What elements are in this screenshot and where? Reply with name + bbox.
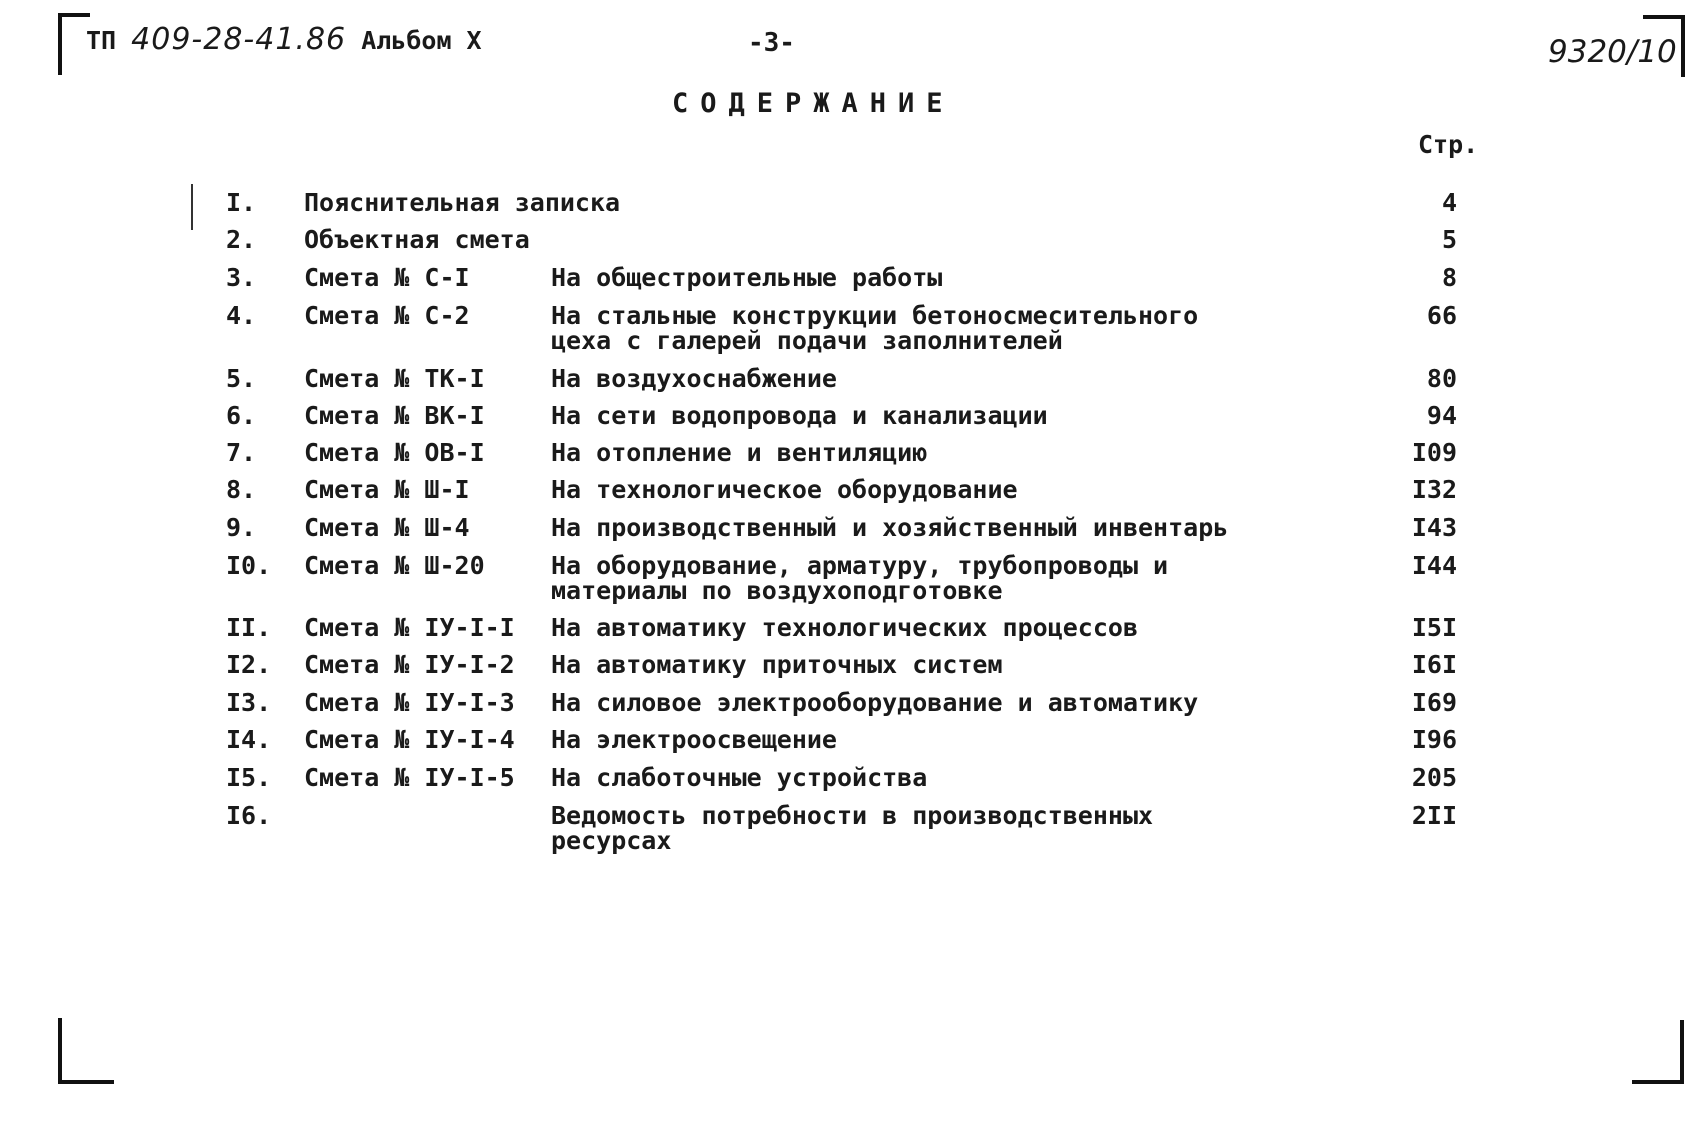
toc-page: I43 (1411, 513, 1457, 542)
toc-page: 94 (1426, 401, 1457, 430)
toc-page: I5I (1411, 613, 1457, 642)
toc-page: I09 (1411, 438, 1457, 467)
frame-corner-bottom-left (58, 1018, 114, 1084)
toc-number: I0. (226, 551, 272, 580)
toc-code: Смета № ВК-I (304, 401, 485, 430)
toc-number: II. (226, 613, 272, 642)
toc-code: Смета № IУ-I-2 (304, 650, 515, 679)
page-column-header: Стр. (1418, 130, 1479, 159)
toc-description: Ведомость потребности в производственных ресурсах (551, 801, 1154, 855)
header-prefix: ТП (86, 26, 117, 55)
toc-page: I32 (1411, 475, 1457, 504)
toc-page: 80 (1426, 364, 1457, 393)
document-header (86, 22, 482, 57)
toc-number: I5. (226, 763, 272, 792)
toc-page: 5 (1441, 225, 1457, 254)
toc-number: 9. (226, 513, 257, 542)
toc-description: На воздухоснабжение (551, 364, 837, 393)
toc-description: На производственный и хозяйственный инвентарь (551, 513, 1229, 542)
toc-page: I44 (1411, 551, 1457, 580)
header-series: 409-28-41.86 (131, 22, 347, 57)
toc-code: Смета № Ш-4 (304, 513, 470, 542)
toc-page: 2II (1411, 801, 1457, 830)
frame-corner-bottom-right (1632, 1020, 1684, 1084)
toc-description: На оборудование, арматуру, трубопроводы и материалы по воздухоподготовке (551, 551, 1169, 605)
toc-description: На сети водопровода и канализации (551, 401, 1048, 430)
margin-mark (191, 184, 193, 230)
toc-code: Объектная смета (304, 225, 530, 254)
toc-number: 4. (226, 301, 257, 330)
toc-page: 66 (1426, 301, 1457, 330)
toc-description: На силовое электрооборудование и автоматику (551, 688, 1199, 717)
toc-description: На слаботочные устройства (551, 763, 928, 792)
toc-number: 5. (226, 364, 257, 393)
toc-code: Смета № Ш-I (304, 475, 470, 504)
toc-code: Смета № ТК-I (304, 364, 485, 393)
toc-number: 6. (226, 401, 257, 430)
toc-number: 7. (226, 438, 257, 467)
toc-description: На стальные конструкции бетоносмесительного цеха с галерей подачи заполнителей (551, 301, 1199, 355)
toc-number: I6. (226, 801, 272, 830)
toc-page: 4 (1441, 188, 1457, 217)
document-code: 9320/10 (1548, 34, 1677, 70)
toc-code: Смета № IУ-I-5 (304, 763, 515, 792)
toc-page: 8 (1441, 263, 1457, 292)
toc-code: Смета № Ш-20 (304, 551, 485, 580)
toc-code: Смета № С-2 (304, 301, 470, 330)
page-number: -3- (748, 28, 795, 58)
toc-number: I3. (226, 688, 272, 717)
toc-code: Смета № IУ-I-4 (304, 725, 515, 754)
toc-page: I96 (1411, 725, 1457, 754)
toc-description: На электроосвещение (551, 725, 837, 754)
toc-description: На автоматику технологических процессов (551, 613, 1138, 642)
toc-code: Пояснительная записка (304, 188, 621, 217)
toc-number: 3. (226, 263, 257, 292)
toc-number: 2. (226, 225, 257, 254)
toc-number: I2. (226, 650, 272, 679)
toc-description: На общестроительные работы (551, 263, 943, 292)
toc-code: Смета № ОВ-I (304, 438, 485, 467)
toc-description: На автоматику приточных систем (551, 650, 1003, 679)
header-album: Альбом X (361, 26, 482, 55)
toc-page: I69 (1411, 688, 1457, 717)
toc-description: На технологическое оборудование (551, 475, 1018, 504)
toc-page: I6I (1411, 650, 1457, 679)
toc-code: Смета № С-I (304, 263, 470, 292)
toc-description: На отопление и вентиляцию (551, 438, 928, 467)
toc-number: I4. (226, 725, 272, 754)
toc-number: 8. (226, 475, 257, 504)
toc-code: Смета № IУ-I-3 (304, 688, 515, 717)
toc-number: I. (226, 188, 257, 217)
toc-page: 205 (1411, 763, 1457, 792)
page-title: СОДЕРЖАНИЕ (672, 88, 955, 119)
toc-code: Смета № IУ-I-I (304, 613, 515, 642)
